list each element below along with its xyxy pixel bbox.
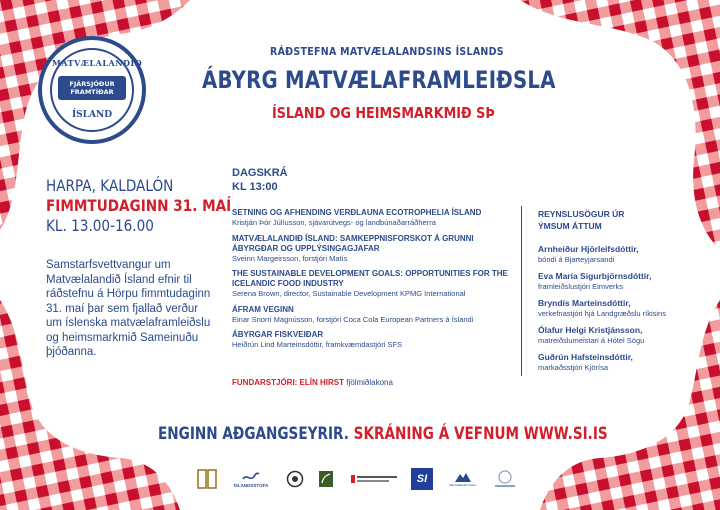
logo-bottom-text: ÍSLAND [71, 110, 113, 120]
agenda-list [232, 208, 522, 356]
sponsor-logo-matvaeli [446, 466, 480, 492]
logo-band-line1: FJÁRSJÓÐUR [69, 80, 115, 88]
matvaelalandid-logo [38, 36, 146, 144]
si-badge: SI [411, 468, 433, 490]
building-icon [197, 468, 217, 490]
panel-person [538, 271, 708, 292]
panel-person-role: framleiðslustjóri Eimverks [538, 282, 624, 291]
intro-paragraph: Samstarfsvettvangur um Matvælalandið Ísland efnir til ráðstefnu á Hörpu fimmtudaginn 31. maí þar sem fjallað verður um íslenska matvælaframleiðslu og heimsmarkmið Sameinuðu þjóðanna. [46, 259, 211, 358]
chairperson-label: FUNDARSTJÓRI: ELÍN HIRST [232, 378, 344, 387]
conference-kicker: RÁÐSTEFNA MATVÆLALANDSINS ÍSLANDS [270, 46, 504, 58]
venue-time: KL. 13.00-16.00 [46, 216, 154, 235]
panel-list [538, 244, 708, 379]
agenda-item-speaker: Heiðrún Lind Marteinsdóttir, framkvæmdastjóri SFS [232, 340, 403, 349]
sponsor-logo-8 [488, 466, 522, 492]
panel-person-name: Guðrún Hafsteinsdóttir, [538, 352, 633, 362]
page-title: ÁBYRG MATVÆLAFRAMLEIÐSLA [202, 66, 556, 94]
registration-banner [158, 424, 608, 444]
logo-band-line2: FRAMTÍÐAR [70, 88, 114, 96]
panel-person-role: verkefnastjóri hjá Landgræðslu ríkisins [538, 309, 666, 318]
agenda-item-speaker: Einar Snorri Magnússon, forstjóri Coca Cola European Partners á Íslandi [232, 314, 474, 324]
agenda-item-speaker: Kristján Þór Júlíusson, sjávarútvegs- og landbúnaðarráðherra [232, 218, 436, 227]
venue-place: HARPA, KALDALÓN [46, 176, 174, 195]
sponsor-logos [196, 464, 526, 494]
panel-person [538, 244, 708, 265]
agenda-time: KL 13:00 [232, 181, 278, 193]
agenda-item-title: MATVÆLALANDIÐ ÍSLAND: SAMKEPPNISFORSKOT Á GRUNNI ÁBYRGÐAR OG UPPLÝSINGAGJAFAR [232, 233, 474, 253]
wave-icon [242, 471, 260, 483]
chairperson-role: fjölmiðlakona [344, 378, 393, 387]
panel-person-name: Arnheiður Hjörleifsdóttir, [538, 244, 639, 254]
agenda-item-title: ÁFRAM VEGINN [232, 304, 294, 314]
chairperson-line [232, 378, 393, 387]
panel-person [538, 325, 708, 346]
agenda-item-title: SETNING OG AFHENDING VERÐLAUNA ECOTROPHELIA ÍSLAND [232, 208, 482, 217]
matvaeli-text: Matvælalandið Ísland [449, 483, 477, 487]
panel-person [538, 298, 708, 319]
leaf-icon [318, 470, 334, 488]
free-entry-text: ENGINN AÐGANGSEYRIR. [158, 424, 349, 444]
registration-link[interactable]: SKRÁNING Á VEFNUM WWW.SI.IS [348, 424, 608, 444]
panel-heading-line2: ÝMSUM ÁTTUM [538, 221, 602, 231]
agenda-heading [232, 166, 288, 194]
agenda-item [232, 234, 522, 264]
venue-date: FIMMTUDAGINN 31. MAÍ [46, 196, 232, 215]
sponsor-logo-1 [196, 466, 218, 492]
panel-person-role: matreiðslumeistari á Hótel Sögu [538, 336, 645, 345]
sponsor-logo-si [410, 466, 434, 492]
text-logo-icon [351, 471, 401, 487]
logo-inner-ring [50, 48, 143, 132]
islandsstofa-text: ÍSLANDSSTOFA [233, 482, 269, 488]
panel-heading-line1: REYNSLUSÖGUR ÚR [538, 209, 625, 219]
panel-person-name: Ólafur Helgi Kristjánsson, [538, 325, 643, 335]
panel-person [538, 352, 708, 373]
page-subtitle: ÍSLAND OG HEIMSMARKMIÐ SÞ [272, 104, 495, 122]
mountain-icon [454, 471, 472, 483]
venue-block [46, 176, 231, 236]
agenda-item-title: THE SUSTAINABLE DEVELOPMENT GOALS: OPPORTUNITIES FOR THE ICELANDIC FOOD INDUSTRY [232, 269, 508, 288]
sponsor-logo-5 [350, 466, 402, 492]
agenda-item [232, 330, 522, 350]
agenda-item [232, 208, 522, 228]
agenda-title: DAGSKRÁ [232, 167, 288, 179]
panel-person-name: Bryndís Marteinsdóttir, [538, 298, 631, 308]
agenda-item [232, 305, 522, 325]
agenda-item-speaker: Sveinn Margeirsson, forstjóri Matís [232, 253, 348, 263]
sponsor-logo-3 [284, 466, 306, 492]
panel-heading [538, 208, 624, 232]
sponsor-logo-islandsstofa [226, 466, 276, 492]
circle-seal-icon [286, 470, 304, 488]
agenda-item-title: ÁBYRGAR FISKVEIÐAR [232, 330, 324, 339]
crest-icon [490, 469, 520, 489]
panel-person-role: bóndi á Bjarteyjarsandi [538, 255, 615, 264]
panel-person-role: markaðsstjóri Kjörísa [538, 363, 609, 372]
agenda-item [232, 269, 522, 299]
panel-person-name: Eva María Sigurbjörnsdóttir, [538, 271, 652, 281]
sponsor-logo-4 [316, 466, 336, 492]
logo-band [58, 76, 126, 100]
agenda-item-speaker: Serena Brown, director, Sustainable Development KPMG International [232, 289, 466, 298]
column-divider [521, 206, 522, 376]
logo-top-text: MATVÆLALANDIÐ [52, 58, 143, 68]
logo-band-text [58, 80, 126, 96]
